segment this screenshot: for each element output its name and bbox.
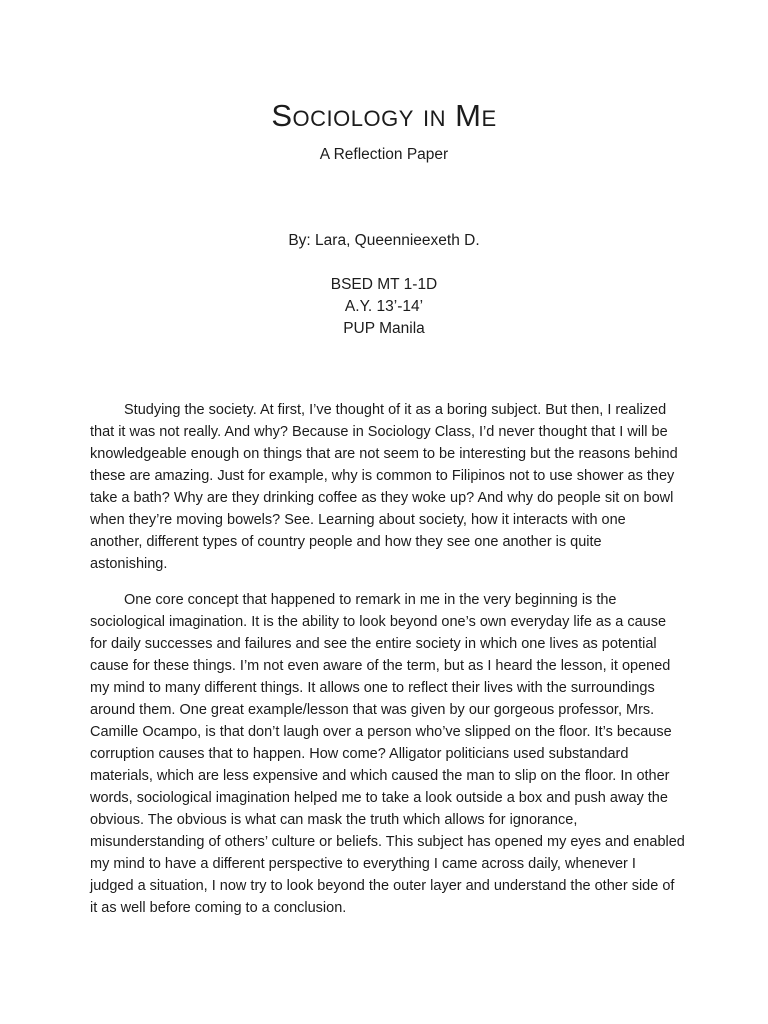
paragraph-line: materials, which are less expensive and which caused the man to slip on the floor. In other [90,768,670,784]
paragraph-line: words, sociological imagination helped me to take a look outside a box and push away the [90,790,668,806]
paragraph-line: Camille Ocampo, is that don’t laugh over a person who’ve slipped on the floor. It’s because [90,724,672,740]
body-paragraph [90,589,690,919]
paragraph-line: for daily successes and failures and see the entire society in which one lives as potential [90,636,657,652]
paragraph-line: it as well before coming to a conclusion. [90,900,347,916]
page-subtitle: A Reflection Paper [319,146,449,163]
author-line: By: Lara, Queennieexeth D. [288,232,480,249]
paragraph-line: corruption causes that to happen. How come? Alligator politicians used substandard [90,746,629,762]
paragraph-line: Studying the society. At first, I’ve thought of it as a boring subject. But then, I realized [124,402,667,418]
paragraph-line: that it was not really. And why? Because in Sociology Class, I’d never thought that I will be [90,424,668,440]
body-text [90,399,690,933]
paragraph-line: obvious. The obvious is what can mask the truth which allows for ignorance, [90,812,578,828]
academic-year: A.Y. 13’-14’ [344,298,424,315]
paragraph-line: another, different types of country people and how they see one another is quite [90,534,602,550]
paragraph-line: these are amazing. Just for example, why is common to Filipinos not to use shower as they [90,468,675,484]
paragraph-line: around them. One great example/lesson that was given by our gorgeous professor, Mrs. [90,702,655,718]
paragraph-line: cause for these things. I’m not even aware of the term, but as I heard the lesson, it opened [90,658,671,674]
paragraph-line: my mind to many different things. It allows one to reflect their lives with the surroundings [90,680,655,696]
paragraph-line: misunderstanding of others’ culture or beliefs. This subject has opened my eyes and enabled [90,834,685,850]
paragraph-line: when they’re moving bowels? See. Learning about society, how it interacts with one [90,512,626,528]
paragraph-line: take a bath? Why are they drinking coffee as they woke up? And why do people sit on bowl [90,490,674,506]
page-title: Sociology in Me [271,98,497,133]
paragraph-line: judged a situation, I now try to look beyond the outer layer and understand the other side of [90,878,675,894]
course-section: BSED MT 1-1D [330,276,438,293]
paragraph-line: sociological imagination. It is the ability to look beyond one’s own everyday life as a cause [90,614,667,630]
paragraph-line: my mind to have a different perspective to everything I came across daily, whenever I [90,856,636,872]
body-paragraph [90,399,690,575]
paragraph-line: knowledgeable enough on things that are not seem to be interesting but the reasons behind [90,446,678,462]
school-name: PUP Manila [343,320,425,337]
paragraph-line: One core concept that happened to remark in me in the very beginning is the [124,592,617,608]
author-details [0,274,768,340]
paragraph-line: astonishing. [90,556,168,572]
